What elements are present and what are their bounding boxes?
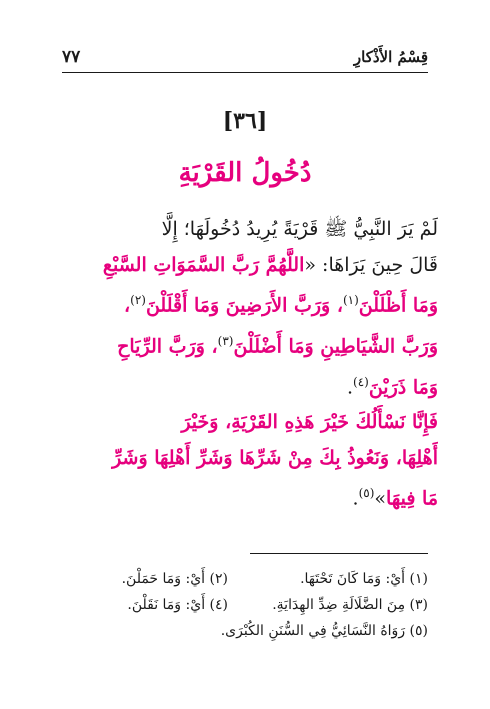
text-segment: .: [352, 487, 359, 510]
footnote-marker[interactable]: (١): [342, 293, 359, 307]
dua-text: مَا فِيهَا: [386, 487, 438, 510]
footnote-row: [60, 618, 428, 644]
footnotes: [60, 566, 428, 644]
footnote-marker[interactable]: (٢): [130, 293, 146, 307]
text-segment: قَالَ حِينَ يَرَاهَا: «: [304, 253, 438, 276]
footnote-marker[interactable]: (٣): [217, 333, 234, 348]
footnote-3: (٣) مِنَ الضَّلَالَةِ ضِدِّ الهِدَايَةِ.: [272, 597, 428, 613]
running-header: [62, 42, 428, 73]
dua-text: ،: [124, 294, 131, 317]
dua-text: وَمَا ذَرَيْنَ: [368, 375, 438, 398]
dua-text: أَهْلِهَا، وَنَعُوذُ بِكَ مِنْ شَرِّهَا وَشَرِّ أَهْلِهَا وَشَرِّ: [112, 446, 438, 469]
footnote-4: (٤) أَيْ: وَمَا نَقَلْنَ.: [127, 597, 228, 613]
dua-text: ، وَرَبَّ الرِّيَاحِ: [117, 335, 218, 358]
text-line: [48, 248, 438, 284]
text-segment: لَمْ يَرَ النَّبِيُّ ﷺ قَرْيَةً يُرِيدُ دُخُولَهَا؛ إِلَّا: [161, 218, 438, 240]
dua-text: ، وَرَبَّ الأَرَضِينَ وَمَا أَقْلَلْنَ: [145, 294, 343, 317]
dua-text: فَإِنَّا نَسْأَلُكَ خَيْرَ هَذِهِ القَرْيَةِ، وَخَيْرَ: [181, 411, 438, 434]
footnote-divider: [250, 553, 428, 554]
text-line: [48, 441, 438, 477]
footnote-row: [60, 592, 428, 618]
footnote-marker[interactable]: (٤): [353, 374, 369, 389]
text-segment: .: [346, 375, 354, 398]
text-line: [48, 476, 438, 517]
text-line: [48, 405, 438, 441]
text-line: [48, 324, 438, 365]
text-line: [48, 283, 438, 324]
dua-text: وَرَبَّ الشَّيَاطِينِ وَمَا أَضْلَلْنَ: [233, 335, 438, 358]
section-title: قِسْمُ الأَذْكارِ: [353, 48, 428, 66]
footnote-row: [60, 566, 428, 592]
chapter-number: [٣٦]: [222, 108, 268, 134]
footnote-2: (٢) أَيْ: وَمَا حَمَلْنَ.: [121, 571, 228, 587]
text-line: [48, 365, 438, 406]
dua-text: وَمَا أَظْلَلْنَ: [358, 294, 438, 317]
text-line: [48, 212, 438, 248]
chapter-title: دُخُولُ القَرْيَةِ: [178, 158, 312, 188]
footnote-1: (١) أَيْ: وَمَا كَانَ تَحْتَهَا.: [300, 571, 428, 587]
footnote-5: (٥) رَوَاهُ النَّسَائِيُّ فِي السُّنَنِ الكُبْرَى.: [220, 623, 428, 639]
dua-text: اللَّهُمَّ رَبَّ السَّمَوَاتِ السَّبْعِ: [102, 253, 305, 276]
text-segment: »: [374, 487, 387, 510]
footnote-marker[interactable]: (٥): [358, 486, 375, 501]
page-number: ٧٧: [62, 47, 81, 67]
main-text: [48, 212, 438, 517]
